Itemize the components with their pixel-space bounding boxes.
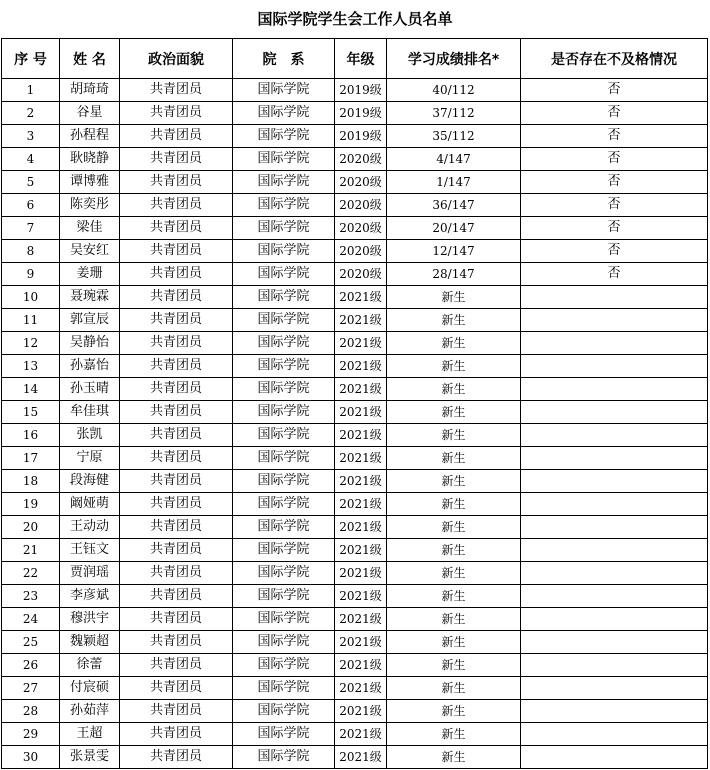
header-index: 序 号: [2, 39, 60, 79]
cell-index: 14: [2, 378, 60, 401]
cell-name: 梁佳: [60, 217, 120, 240]
cell-name: 谷星: [60, 102, 120, 125]
table-row: [2, 309, 708, 332]
cell-grade: 2020级: [335, 217, 387, 240]
cell-name: 付宸硕: [60, 677, 120, 700]
cell-name: 孙茹萍: [60, 700, 120, 723]
cell-index: 28: [2, 700, 60, 723]
cell-department: 国际学院: [233, 125, 335, 148]
cell-failing-status: [521, 355, 708, 378]
cell-academic-rank: 20/147: [387, 217, 521, 240]
cell-name: 孙嘉怡: [60, 355, 120, 378]
table-row: [2, 700, 708, 723]
cell-grade: 2021级: [335, 654, 387, 677]
cell-failing-status: [521, 585, 708, 608]
cell-academic-rank: 新生: [387, 493, 521, 516]
cell-political-status: 共青团员: [120, 493, 233, 516]
cell-academic-rank: 28/147: [387, 263, 521, 286]
cell-failing-status: 否: [521, 263, 708, 286]
cell-failing-status: [521, 470, 708, 493]
cell-grade: 2021级: [335, 332, 387, 355]
cell-failing-status: [521, 378, 708, 401]
cell-political-status: 共青团员: [120, 447, 233, 470]
cell-grade: 2020级: [335, 240, 387, 263]
table-row: [2, 516, 708, 539]
cell-political-status: 共青团员: [120, 355, 233, 378]
table-row: [2, 286, 708, 309]
table-row: [2, 631, 708, 654]
cell-index: 21: [2, 539, 60, 562]
document-title: 国际学院学生会工作人员名单: [257, 10, 453, 28]
cell-political-status: 共青团员: [120, 562, 233, 585]
cell-index: 7: [2, 217, 60, 240]
cell-academic-rank: 新生: [387, 562, 521, 585]
cell-political-status: 共青团员: [120, 240, 233, 263]
cell-index: 11: [2, 309, 60, 332]
cell-political-status: 共青团员: [120, 125, 233, 148]
cell-name: 孙程程: [60, 125, 120, 148]
cell-political-status: 共青团员: [120, 585, 233, 608]
cell-political-status: 共青团员: [120, 516, 233, 539]
table-body: [2, 79, 708, 769]
table-row: [2, 677, 708, 700]
cell-name: 王钰文: [60, 539, 120, 562]
header-political-status: 政治面貌: [120, 39, 233, 79]
cell-grade: 2021级: [335, 493, 387, 516]
cell-political-status: 共青团员: [120, 654, 233, 677]
cell-failing-status: [521, 631, 708, 654]
cell-grade: 2021级: [335, 516, 387, 539]
cell-index: 13: [2, 355, 60, 378]
cell-department: 国际学院: [233, 102, 335, 125]
cell-failing-status: 否: [521, 194, 708, 217]
cell-failing-status: [521, 424, 708, 447]
cell-grade: 2021级: [335, 677, 387, 700]
cell-index: 6: [2, 194, 60, 217]
cell-grade: 2021级: [335, 286, 387, 309]
cell-grade: 2021级: [335, 401, 387, 424]
cell-political-status: 共青团员: [120, 470, 233, 493]
table-row: [2, 746, 708, 769]
cell-index: 26: [2, 654, 60, 677]
cell-name: 谭博雅: [60, 171, 120, 194]
cell-failing-status: 否: [521, 102, 708, 125]
cell-political-status: 共青团员: [120, 171, 233, 194]
cell-index: 10: [2, 286, 60, 309]
cell-political-status: 共青团员: [120, 332, 233, 355]
cell-department: 国际学院: [233, 677, 335, 700]
cell-department: 国际学院: [233, 746, 335, 769]
cell-department: 国际学院: [233, 631, 335, 654]
cell-grade: 2021级: [335, 608, 387, 631]
cell-grade: 2019级: [335, 125, 387, 148]
cell-academic-rank: 40/112: [387, 79, 521, 102]
header-academic-rank: 学习成绩排名*: [387, 39, 521, 79]
cell-department: 国际学院: [233, 332, 335, 355]
cell-failing-status: [521, 677, 708, 700]
cell-academic-rank: 新生: [387, 631, 521, 654]
cell-department: 国际学院: [233, 378, 335, 401]
cell-academic-rank: 新生: [387, 447, 521, 470]
cell-political-status: 共青团员: [120, 378, 233, 401]
cell-index: 8: [2, 240, 60, 263]
table-row: [2, 217, 708, 240]
cell-political-status: 共青团员: [120, 539, 233, 562]
cell-political-status: 共青团员: [120, 263, 233, 286]
cell-political-status: 共青团员: [120, 286, 233, 309]
cell-name: 阚娅萌: [60, 493, 120, 516]
cell-index: 30: [2, 746, 60, 769]
cell-failing-status: [521, 700, 708, 723]
cell-failing-status: [521, 447, 708, 470]
cell-index: 22: [2, 562, 60, 585]
cell-academic-rank: 12/147: [387, 240, 521, 263]
cell-grade: 2019级: [335, 102, 387, 125]
cell-index: 24: [2, 608, 60, 631]
cell-academic-rank: 新生: [387, 585, 521, 608]
cell-name: 聂琬霖: [60, 286, 120, 309]
cell-grade: 2019级: [335, 79, 387, 102]
table-row: [2, 378, 708, 401]
cell-department: 国际学院: [233, 447, 335, 470]
table-row: [2, 723, 708, 746]
cell-political-status: 共青团员: [120, 677, 233, 700]
cell-failing-status: [521, 286, 708, 309]
cell-political-status: 共青团员: [120, 608, 233, 631]
table-row: [2, 355, 708, 378]
cell-index: 29: [2, 723, 60, 746]
cell-failing-status: 否: [521, 125, 708, 148]
table-row: [2, 585, 708, 608]
cell-failing-status: [521, 608, 708, 631]
table-row: [2, 263, 708, 286]
cell-academic-rank: 新生: [387, 401, 521, 424]
cell-index: 23: [2, 585, 60, 608]
cell-name: 牟佳琪: [60, 401, 120, 424]
cell-grade: 2021级: [335, 562, 387, 585]
table-row: [2, 539, 708, 562]
cell-department: 国际学院: [233, 286, 335, 309]
cell-failing-status: [521, 332, 708, 355]
cell-department: 国际学院: [233, 194, 335, 217]
cell-failing-status: [521, 516, 708, 539]
cell-name: 吴静怡: [60, 332, 120, 355]
cell-political-status: 共青团员: [120, 217, 233, 240]
cell-department: 国际学院: [233, 79, 335, 102]
cell-grade: 2021级: [335, 470, 387, 493]
cell-name: 贾润瑶: [60, 562, 120, 585]
cell-failing-status: [521, 493, 708, 516]
cell-grade: 2020级: [335, 148, 387, 171]
cell-index: 17: [2, 447, 60, 470]
table-row: [2, 332, 708, 355]
cell-academic-rank: 新生: [387, 286, 521, 309]
cell-political-status: 共青团员: [120, 102, 233, 125]
cell-index: 12: [2, 332, 60, 355]
table-row: [2, 79, 708, 102]
cell-academic-rank: 新生: [387, 516, 521, 539]
cell-political-status: 共青团员: [120, 700, 233, 723]
cell-department: 国际学院: [233, 723, 335, 746]
cell-grade: 2021级: [335, 447, 387, 470]
cell-name: 李彦斌: [60, 585, 120, 608]
cell-name: 张景雯: [60, 746, 120, 769]
cell-index: 15: [2, 401, 60, 424]
cell-academic-rank: 新生: [387, 470, 521, 493]
cell-department: 国际学院: [233, 516, 335, 539]
cell-department: 国际学院: [233, 585, 335, 608]
cell-grade: 2021级: [335, 378, 387, 401]
cell-failing-status: [521, 562, 708, 585]
cell-department: 国际学院: [233, 401, 335, 424]
table-row: [2, 562, 708, 585]
cell-name: 宁原: [60, 447, 120, 470]
cell-political-status: 共青团员: [120, 194, 233, 217]
cell-department: 国际学院: [233, 493, 335, 516]
cell-department: 国际学院: [233, 148, 335, 171]
cell-grade: 2021级: [335, 309, 387, 332]
cell-department: 国际学院: [233, 608, 335, 631]
cell-grade: 2021级: [335, 700, 387, 723]
cell-academic-rank: 新生: [387, 309, 521, 332]
cell-department: 国际学院: [233, 700, 335, 723]
cell-department: 国际学院: [233, 654, 335, 677]
cell-political-status: 共青团员: [120, 148, 233, 171]
cell-index: 19: [2, 493, 60, 516]
cell-grade: 2021级: [335, 746, 387, 769]
table-row: [2, 470, 708, 493]
cell-index: 16: [2, 424, 60, 447]
cell-failing-status: 否: [521, 217, 708, 240]
cell-name: 陈奕彤: [60, 194, 120, 217]
cell-academic-rank: 新生: [387, 539, 521, 562]
cell-failing-status: 否: [521, 148, 708, 171]
cell-name: 吴安红: [60, 240, 120, 263]
cell-name: 段海健: [60, 470, 120, 493]
cell-name: 王超: [60, 723, 120, 746]
cell-department: 国际学院: [233, 470, 335, 493]
cell-index: 4: [2, 148, 60, 171]
cell-index: 3: [2, 125, 60, 148]
cell-department: 国际学院: [233, 309, 335, 332]
header-row: [2, 39, 708, 79]
cell-failing-status: [521, 746, 708, 769]
cell-academic-rank: 新生: [387, 723, 521, 746]
cell-department: 国际学院: [233, 263, 335, 286]
cell-grade: 2021级: [335, 539, 387, 562]
cell-department: 国际学院: [233, 217, 335, 240]
cell-failing-status: 否: [521, 240, 708, 263]
table-row: [2, 125, 708, 148]
table-row: [2, 608, 708, 631]
cell-name: 孙玉晴: [60, 378, 120, 401]
cell-academic-rank: 1/147: [387, 171, 521, 194]
cell-political-status: 共青团员: [120, 746, 233, 769]
cell-name: 郭宣辰: [60, 309, 120, 332]
cell-academic-rank: 37/112: [387, 102, 521, 125]
table-row: [2, 654, 708, 677]
cell-failing-status: [521, 654, 708, 677]
header-failing-status: 是否存在不及格情况: [521, 39, 708, 79]
cell-name: 徐蕾: [60, 654, 120, 677]
cell-academic-rank: 新生: [387, 746, 521, 769]
cell-department: 国际学院: [233, 240, 335, 263]
cell-academic-rank: 新生: [387, 424, 521, 447]
member-table: [1, 38, 708, 769]
cell-political-status: 共青团员: [120, 631, 233, 654]
cell-political-status: 共青团员: [120, 309, 233, 332]
cell-grade: 2021级: [335, 585, 387, 608]
cell-name: 胡琦琦: [60, 79, 120, 102]
cell-failing-status: [521, 401, 708, 424]
cell-academic-rank: 新生: [387, 608, 521, 631]
cell-failing-status: 否: [521, 171, 708, 194]
table-row: [2, 401, 708, 424]
cell-name: 姜珊: [60, 263, 120, 286]
cell-grade: 2020级: [335, 194, 387, 217]
cell-academic-rank: 36/147: [387, 194, 521, 217]
table-row: [2, 171, 708, 194]
cell-name: 耿晓静: [60, 148, 120, 171]
cell-index: 18: [2, 470, 60, 493]
cell-academic-rank: 新生: [387, 378, 521, 401]
cell-failing-status: [521, 539, 708, 562]
cell-name: 张凯: [60, 424, 120, 447]
header-grade: 年级: [335, 39, 387, 79]
table-row: [2, 194, 708, 217]
table-row: [2, 102, 708, 125]
table-row: [2, 447, 708, 470]
cell-academic-rank: 新生: [387, 355, 521, 378]
table-row: [2, 424, 708, 447]
cell-index: 1: [2, 79, 60, 102]
cell-grade: 2021级: [335, 424, 387, 447]
cell-department: 国际学院: [233, 562, 335, 585]
cell-name: 王动动: [60, 516, 120, 539]
cell-academic-rank: 新生: [387, 654, 521, 677]
cell-index: 9: [2, 263, 60, 286]
cell-political-status: 共青团员: [120, 79, 233, 102]
cell-academic-rank: 35/112: [387, 125, 521, 148]
cell-index: 27: [2, 677, 60, 700]
cell-grade: 2021级: [335, 631, 387, 654]
cell-failing-status: [521, 723, 708, 746]
cell-political-status: 共青团员: [120, 424, 233, 447]
cell-name: 穆洪宇: [60, 608, 120, 631]
cell-failing-status: [521, 309, 708, 332]
cell-index: 2: [2, 102, 60, 125]
cell-department: 国际学院: [233, 355, 335, 378]
table-row: [2, 148, 708, 171]
cell-name: 魏颖超: [60, 631, 120, 654]
header-department: 院 系: [233, 39, 335, 79]
cell-department: 国际学院: [233, 539, 335, 562]
cell-political-status: 共青团员: [120, 401, 233, 424]
cell-academic-rank: 4/147: [387, 148, 521, 171]
cell-academic-rank: 新生: [387, 700, 521, 723]
cell-grade: 2020级: [335, 171, 387, 194]
cell-political-status: 共青团员: [120, 723, 233, 746]
table-row: [2, 493, 708, 516]
cell-grade: 2021级: [335, 723, 387, 746]
cell-failing-status: 否: [521, 79, 708, 102]
cell-academic-rank: 新生: [387, 677, 521, 700]
cell-department: 国际学院: [233, 171, 335, 194]
cell-grade: 2021级: [335, 355, 387, 378]
cell-index: 5: [2, 171, 60, 194]
cell-grade: 2020级: [335, 263, 387, 286]
cell-department: 国际学院: [233, 424, 335, 447]
cell-index: 25: [2, 631, 60, 654]
table-row: [2, 240, 708, 263]
header-name: 姓 名: [60, 39, 120, 79]
cell-academic-rank: 新生: [387, 332, 521, 355]
cell-index: 20: [2, 516, 60, 539]
